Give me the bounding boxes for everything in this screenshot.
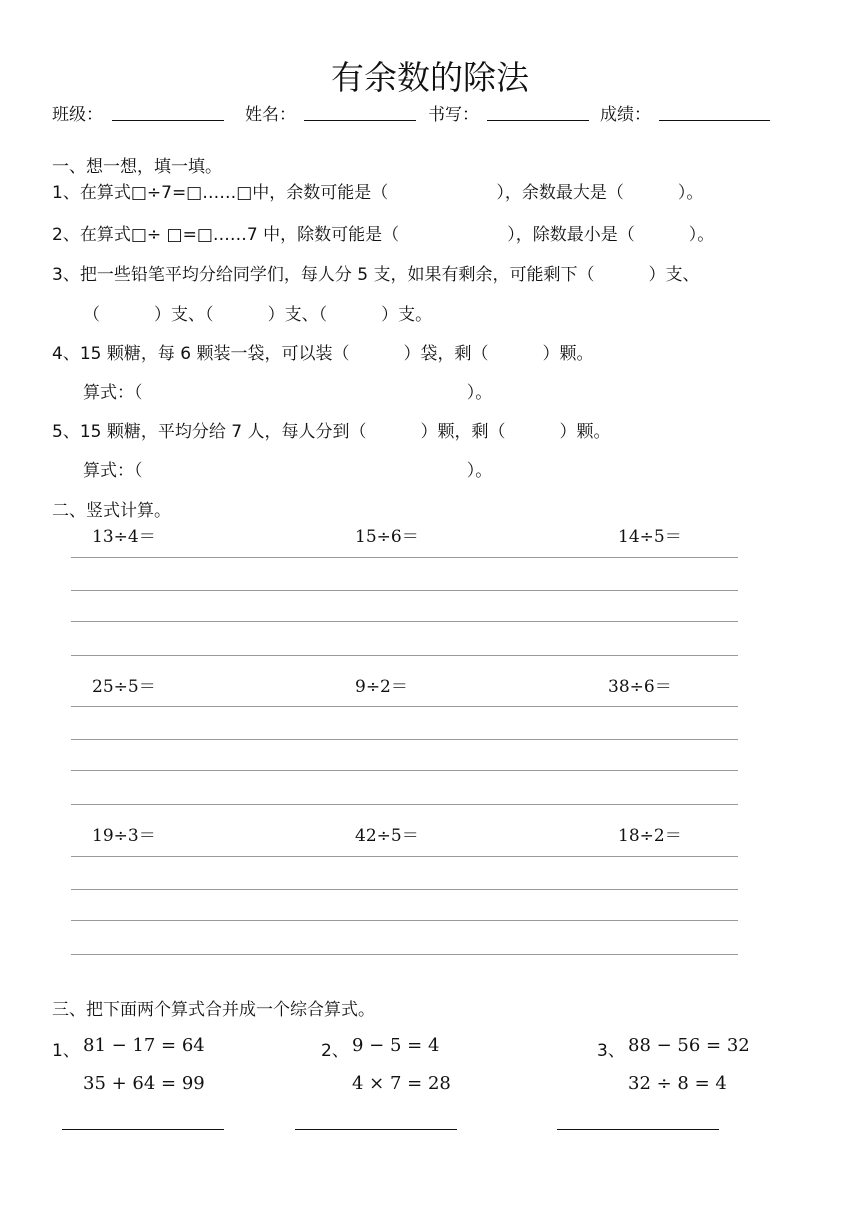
division-problem: 25÷5＝ bbox=[92, 677, 156, 697]
division-problem: 18÷2＝ bbox=[618, 826, 682, 846]
writing-label: 书写： bbox=[428, 105, 479, 125]
question-2: 2、在算式□÷ □=□……7 中，除数可能是（ ），除数最小是（ ）。 bbox=[52, 225, 715, 245]
class-label: 班级： bbox=[52, 105, 103, 125]
division-problem: 15÷6＝ bbox=[355, 527, 419, 547]
equation: 32 ÷ 8 = 4 bbox=[628, 1073, 727, 1094]
question-5-formula: 算式：（ ）。 bbox=[83, 461, 493, 481]
section1-heading: 一、想一想，填一填。 bbox=[52, 157, 222, 177]
name-field[interactable] bbox=[304, 120, 416, 121]
work-line bbox=[71, 706, 738, 707]
page-title: 有余数的除法 bbox=[331, 58, 529, 97]
answer-line[interactable] bbox=[295, 1129, 457, 1130]
equation: 4 × 7 = 28 bbox=[352, 1073, 451, 1094]
division-problem: 42÷5＝ bbox=[355, 826, 419, 846]
division-problem: 14÷5＝ bbox=[618, 527, 682, 547]
class-field[interactable] bbox=[112, 120, 224, 121]
work-line bbox=[71, 621, 738, 622]
question-5: 5、15 颗糖，平均分给 7 人，每人分到（ ）颗，剩（ ）颗。 bbox=[52, 422, 611, 442]
answer-line[interactable] bbox=[557, 1129, 719, 1130]
work-line bbox=[71, 655, 738, 656]
question-3-line1: 3、把一些铅笔平均分给同学们，每人分 5 支，如果有剩余，可能剩下（ ）支、 bbox=[52, 265, 700, 285]
equation: 35 + 64 = 99 bbox=[83, 1073, 205, 1094]
division-problem: 38÷6＝ bbox=[608, 677, 672, 697]
work-line bbox=[71, 770, 738, 771]
score-label: 成绩： bbox=[600, 105, 651, 125]
work-line bbox=[71, 954, 738, 955]
item-number: 3、 bbox=[597, 1041, 625, 1061]
item-number: 1、 bbox=[52, 1041, 80, 1061]
work-line bbox=[71, 804, 738, 805]
section2-heading: 二、竖式计算。 bbox=[52, 501, 171, 521]
item-number: 2、 bbox=[321, 1041, 349, 1061]
section3-heading: 三、把下面两个算式合并成一个综合算式。 bbox=[52, 1000, 375, 1020]
question-1: 1、在算式□÷7=□……□中，余数可能是（ ），余数最大是（ ）。 bbox=[52, 183, 704, 203]
division-problem: 19÷3＝ bbox=[92, 826, 156, 846]
work-line bbox=[71, 920, 738, 921]
work-line bbox=[71, 739, 738, 740]
question-4-formula: 算式：（ ）。 bbox=[83, 383, 493, 403]
work-line bbox=[71, 856, 738, 857]
division-problem: 13÷4＝ bbox=[92, 527, 156, 547]
score-field[interactable] bbox=[659, 120, 770, 121]
name-label: 姓名： bbox=[245, 105, 296, 125]
question-4: 4、15 颗糖，每 6 颗装一袋，可以装（ ）袋，剩（ ）颗。 bbox=[52, 344, 594, 364]
division-problem: 9÷2＝ bbox=[355, 677, 408, 697]
work-line bbox=[71, 889, 738, 890]
question-3-line2: （ ）支、（ ）支、（ ）支。 bbox=[83, 305, 433, 325]
work-line bbox=[71, 590, 738, 591]
writing-field[interactable] bbox=[487, 120, 589, 121]
work-line bbox=[71, 557, 738, 558]
answer-line[interactable] bbox=[62, 1129, 224, 1130]
equation: 88 − 56 = 32 bbox=[628, 1035, 750, 1056]
equation: 81 − 17 = 64 bbox=[83, 1035, 205, 1056]
equation: 9 − 5 = 4 bbox=[352, 1035, 440, 1056]
